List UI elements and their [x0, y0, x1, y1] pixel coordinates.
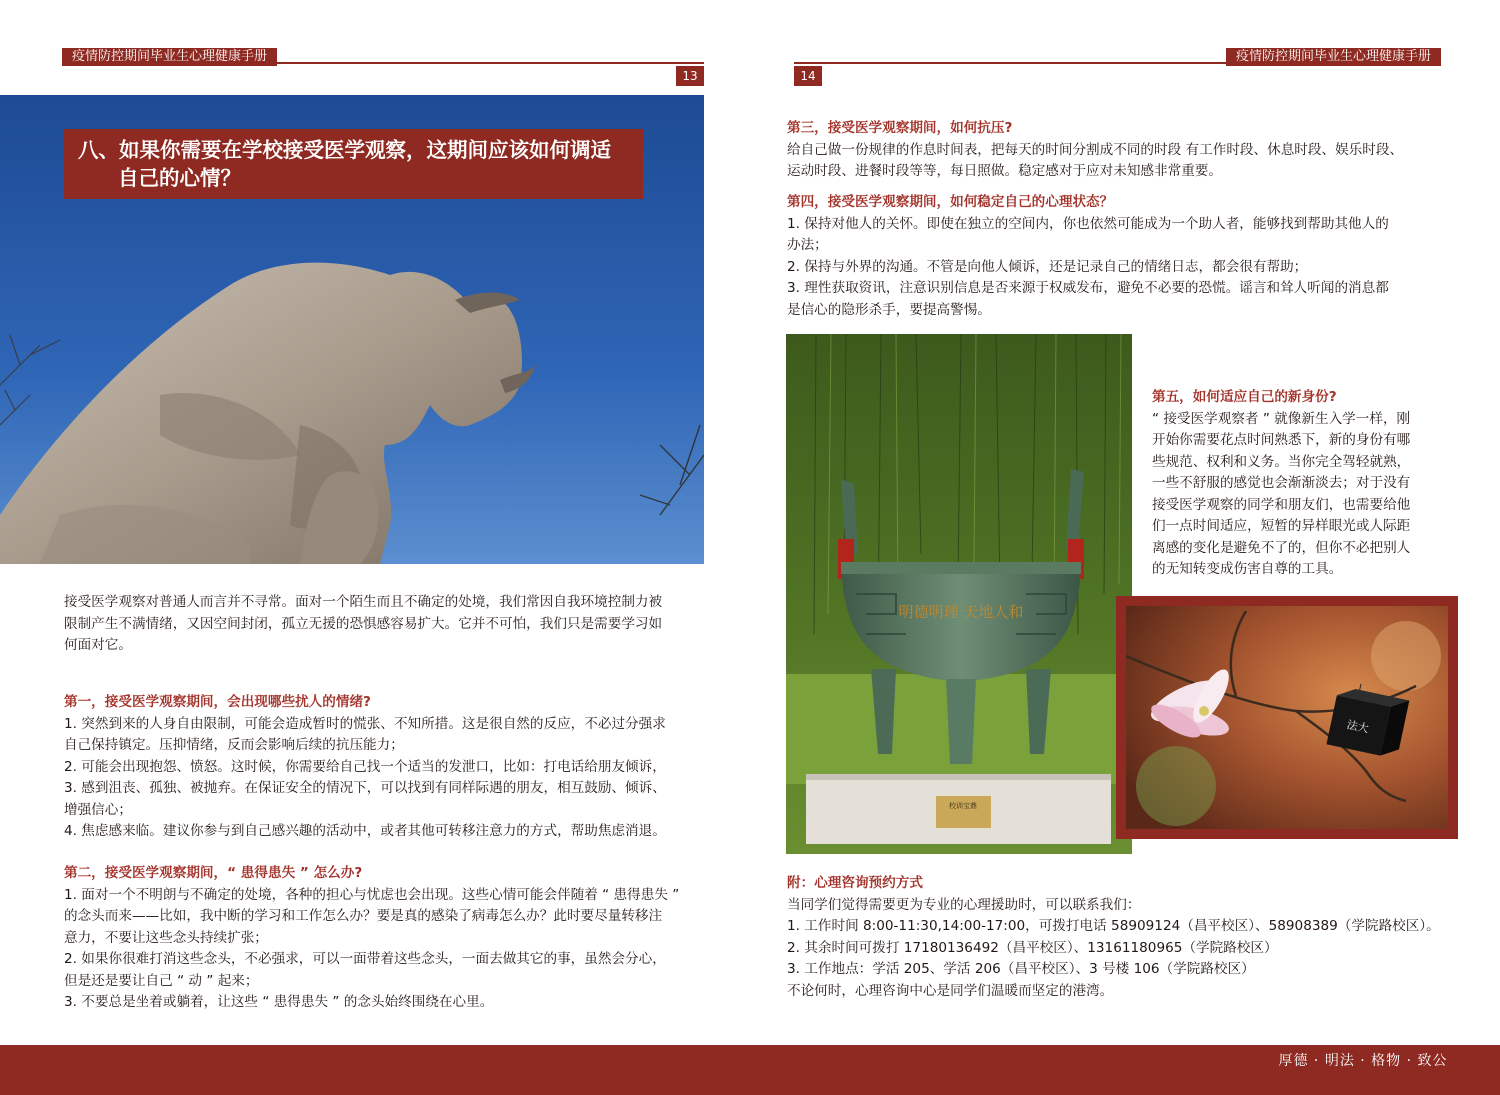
intro-line: 限制产生不满情绪，又因空间封闭，孤立无援的恐惧感容易扩大。它并不可怕，我们只是需要学习如	[64, 615, 663, 632]
section-2-line: 意力，不要让这些念头持续扩张；	[64, 929, 268, 946]
chapter-title-line1: 八、如果你需要在学校接受医学观察，这期间应该如何调适	[78, 138, 611, 162]
section-2-line: 2. 如果你很难打消这些念头，不必强求，可以一面带着这些念头，一面去做其它的事，虽然会分心，	[64, 951, 666, 967]
section-2-line: 的念头而来——比如，我中断的学习和工作怎么办？要是真的感染了病毒怎么办？此时要尽量转移注	[64, 908, 663, 924]
section-5-line: “ 接受医学观察者 ” 就像新生入学一样，刚	[1152, 410, 1411, 427]
plaque	[936, 796, 991, 828]
intro-paragraph	[64, 592, 704, 657]
section-1-line: 自己保持镇定。压抑情绪，反而会影响后续的抗压能力；	[64, 737, 404, 753]
section-3-line: 运动时段、进餐时段等等，每日照做。稳定感对于应对未知感非常重要。	[787, 163, 1222, 179]
appendix-line: 3. 工作地点：学活 205、学活 206（昌平校区）、3 号楼 106（学院路校区）	[787, 961, 1255, 977]
chapter-title-line2: 自己的心情？	[118, 166, 241, 190]
section-5-line: 开始你需要花点时间熟悉下，新的身份有哪	[1152, 432, 1411, 448]
section-3-heading: 第三，接受医学观察期间，如何抗压?	[787, 120, 1013, 136]
intro-line: 接受医学观察对普通人而言并不寻常。面对一个陌生而且不确定的处境，我们常因自我环境控制力被	[64, 594, 663, 610]
section-5-line: 一些不舒服的感觉也会渐渐淡去；对于没有	[1152, 475, 1411, 491]
cube-text: 法大	[1345, 718, 1370, 736]
section-1	[64, 692, 704, 843]
appendix-heading: 附：心理咨询预约方式	[787, 875, 923, 891]
ding-inscription: 明德明理 天地人和	[898, 603, 1024, 621]
section-3-line: 给自己做一份规律的作息时间表，把每天的时间分割成不同的时段 有工作时段、休息时段、娱乐时段、	[787, 141, 1404, 158]
section-5-line: 的无知转变成伤害自尊的工具。	[1152, 561, 1343, 577]
appendix-line: 不论何时，心理咨询中心是同学们温暖而坚定的港湾。	[787, 982, 1114, 999]
section-2-line: 但是还是要让自己 “ 动 ” 起来；	[64, 972, 259, 989]
section-1-heading: 第一，接受医学观察期间，会出现哪些扰人的情绪?	[64, 694, 371, 710]
section-5	[1152, 387, 1442, 581]
appendix-line: 1. 工作时间 8:00-11:30,14:00-17:00，可拨打电话 58909124（昌平校区）、58908389（学院路校区）。	[787, 918, 1440, 934]
section-4	[787, 192, 1432, 321]
section-5-line: 接受医学观察的同学和朋友们，也需要给他	[1152, 496, 1411, 513]
bronze-ding-photo	[786, 334, 1132, 854]
appendix-line: 当同学们觉得需要更为专业的心理援助时，可以联系我们：	[787, 896, 1141, 913]
section-4-line: 3. 理性获取资讯，注意识别信息是否来源于权威发布，避免不必要的恐慌。谣言和耸人听闻的消息都	[787, 280, 1389, 296]
section-4-line: 2. 保持与外界的沟通。不管是向他人倾诉，还是记录自己的情绪日志，都会很有帮助；	[787, 258, 1308, 275]
footer-slogan: 厚德 · 明法 · 格物 · 致公	[1226, 1047, 1500, 1075]
section-2-line: 3. 不要总是坐着或躺着，让这些 “ 患得患失 ” 的念头始终围绕在心里。	[64, 994, 494, 1010]
section-5-line: 些规范、权利和义务。当你完全驾轻就熟，	[1152, 453, 1411, 470]
section-4-heading: 第四，接受医学观察期间，如何稳定自己的心理状态？	[787, 194, 1114, 210]
plaque-text: 校训宝鼎	[949, 802, 977, 810]
right-page-number: 14	[794, 66, 822, 86]
section-1-line: 1. 突然到来的人身自由限制，可能会造成暂时的慌张、不知所措。这是很自然的反应，不必过分强求	[64, 715, 666, 732]
section-1-line: 增强信心；	[64, 801, 132, 818]
section-3	[787, 118, 1432, 183]
section-4-line: 是信心的隐形杀手，要提高警惕。	[787, 301, 991, 318]
section-1-line: 4. 焦虑感来临。建议你参与到自己感兴趣的活动中，或者其他可转移注意力的方式，帮助焦虑消退。	[64, 823, 666, 839]
section-4-line: 办法；	[787, 237, 828, 253]
section-1-line: 2. 可能会出现抱怨、愤怒。这时候，你需要给自己找一个适当的发泄口，比如：打电话给朋友倾诉，	[64, 758, 666, 775]
section-5-heading: 第五，如何适应自己的新身份?	[1152, 389, 1337, 405]
appendix	[787, 873, 1440, 1002]
section-2-heading: 第二，接受医学观察期间，“ 患得患失 ” 怎么办?	[64, 865, 363, 881]
section-2	[64, 863, 704, 1014]
left-page-number: 13	[676, 66, 704, 86]
magnolia-photo	[1116, 596, 1458, 839]
section-2-line: 1. 面对一个不明朗与不确定的处境，各种的担心与忧虑也会出现。这些心情可能会伴随着 “ 患得患失 ”	[64, 886, 680, 903]
chapter-title	[64, 129, 643, 199]
right-header-title: 疫情防控期间毕业生心理健康手册	[1226, 48, 1441, 66]
appendix-line: 2. 其余时间可拨打 17180136492（昌平校区）、13161180965（学院路校区）	[787, 939, 1278, 956]
section-5-line: 离感的变化是避免不了的，但你不必把别人	[1152, 539, 1411, 556]
section-4-line: 1. 保持对他人的关怀。即使在独立的空间内，你也依然可能成为一个助人者，能够找到帮助其他人的	[787, 215, 1389, 232]
section-5-line: 们一点时间适应，短暂的异样眼光或人际距	[1152, 518, 1411, 534]
left-header-title: 疫情防控期间毕业生心理健康手册	[62, 48, 277, 66]
section-1-line: 3. 感到沮丧、孤独、被抛弃。在保证安全的情况下，可以找到有同样际遇的朋友，相互鼓励、倾诉、	[64, 780, 666, 796]
intro-line: 何面对它。	[64, 637, 132, 653]
